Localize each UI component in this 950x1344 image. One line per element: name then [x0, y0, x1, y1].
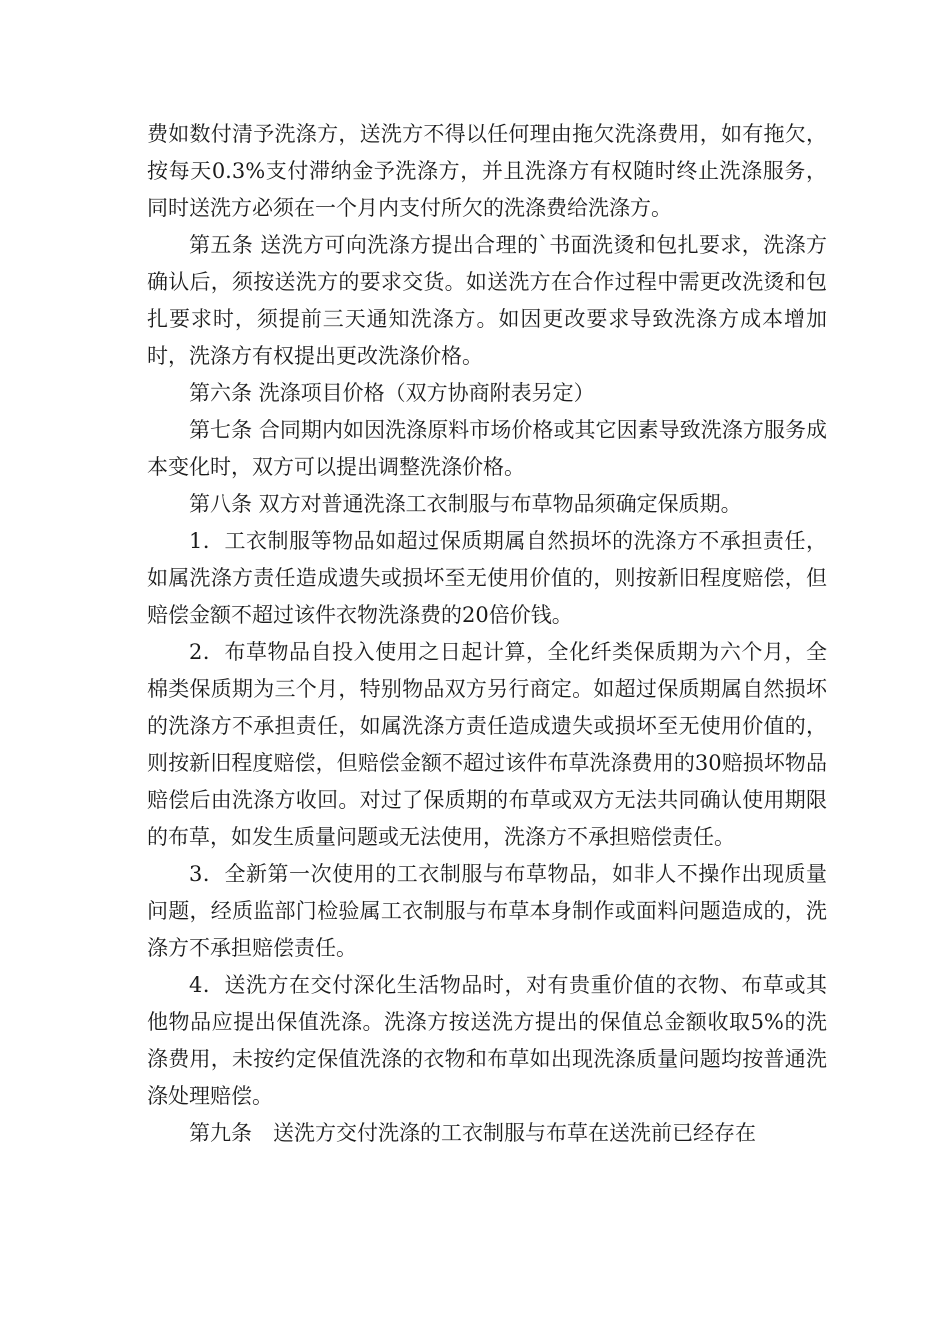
paragraph-article-8: 第八条 双方对普通洗涤工衣制服与布草物品须确定保质期。: [189, 492, 742, 516]
paragraph-article-7: 第七条 合同期内如因洗涤原料市场价格或其它因素导致洗涤方服务成本变化时，双方可以提出调整洗涤价格。: [147, 418, 827, 479]
paragraph-item-1: 1．工衣制服等物品如超过保质期属自然损坏的洗涤方不承担责任，如属洗涤方责任造成遗失或损坏至无使用价值的，则按新旧程度赔偿，但赔偿金额不超过该件衣物洗涤费的20倍价钱。: [147, 529, 827, 627]
document-body: [147, 116, 827, 1152]
paragraph-article-9: 第九条 送洗方交付洗涤的工衣制服与布草在送洗前已经存在: [189, 1121, 756, 1145]
paragraph-continuation: 费如数付清予洗涤方，送洗方不得以任何理由拖欠洗涤费用，如有拖欠，按每天0.3%支付滞纳金予洗涤方，并且洗涤方有权随时终止洗涤服务，同时送洗方必须在一个月内支付所欠的洗涤费给洗涤方。: [147, 122, 827, 220]
paragraph-article-6: 第六条 洗涤项目价格（双方协商附表另定）: [189, 381, 595, 405]
paragraph-article-5: 第五条 送洗方可向洗涤方提出合理的`书面洗烫和包扎要求，洗涤方确认后，须按送洗方的要求交货。如送洗方在合作过程中需更改洗烫和包扎要求时，须提前三天通知洗涤方。如因更改要求导致洗涤方成本增加时，洗涤方有权提出更改洗涤价格。: [147, 233, 827, 368]
paragraph-item-3: 3．全新第一次使用的工衣制服与布草物品，如非人不操作出现质量问题，经质监部门检验属工衣制服与布草本身制作或面料问题造成的，洗涤方不承担赔偿责任。: [147, 862, 827, 960]
paragraph-item-2: 2．布草物品自投入使用之日起计算，全化纤类保质期为六个月，全棉类保质期为三个月，特别物品双方另行商定。如超过保质期属自然损坏的洗涤方不承担责任，如属洗涤方责任造成遗失或损坏至无使用价值的，则按新旧程度赔偿，但赔偿金额不超过该件布草洗涤费用的30赔损坏物品赔偿后由洗涤方收回。对过了保质期的布草或双方无法共同确认使用期限的布草，如发生质量问题或无法使用，洗涤方不承担赔偿责任。: [147, 640, 827, 849]
paragraph-item-4: 4．送洗方在交付深化生活物品时，对有贵重价值的衣物、布草或其他物品应提出保值洗涤。洗涤方按送洗方提出的保值总金额收取5%的洗涤费用，未按约定保值洗涤的衣物和布草如出现洗涤质量问题均按普通洗涤处理赔偿。: [147, 973, 827, 1108]
